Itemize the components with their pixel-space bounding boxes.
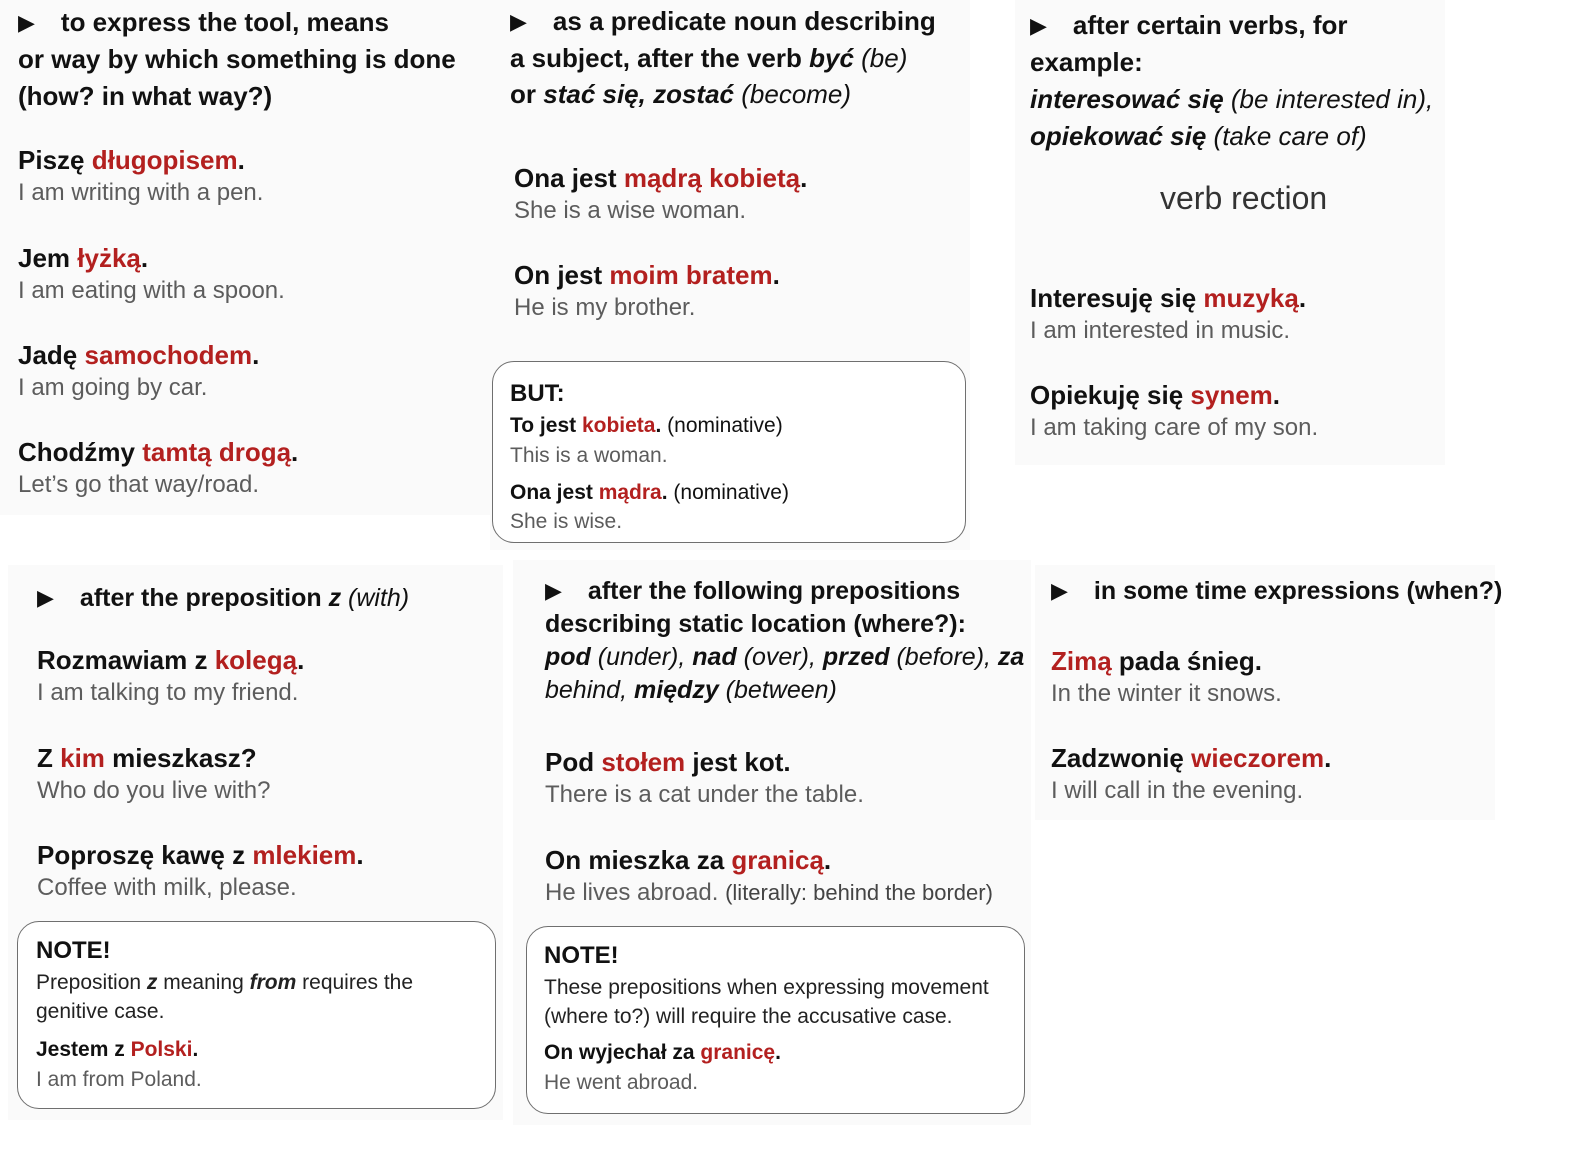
example-predicate-1: Ona jest mądrą kobietą. She is a wise woman.: [514, 163, 808, 224]
note-text: These prepositions when expressing movement (where to?) will require the accusative case.: [544, 976, 989, 1028]
note-but-box: [492, 361, 966, 543]
section-verbs-heading: ▶ after certain verbs, for example: interesować się (be interested in), opiekować się (take care of): [1030, 7, 1450, 155]
example-verbs-1: Interesuję się muzyką. I am interested in music.: [1030, 283, 1307, 344]
example-prep-z-1: Rozmawiam z kolegą. I am talking to my friend.: [37, 645, 305, 706]
note-text: Preposition z meaning from requires the genitive case.: [36, 971, 414, 1023]
note-translation: He went abroad.: [544, 1071, 699, 1094]
example-tool-3: Jadę samochodem. I am going by car.: [18, 340, 260, 401]
example-location-1: Pod stołem jest kot. There is a cat under the table.: [545, 747, 864, 808]
section-location-heading: ▶ after the following prepositions describing static location (where?): pod (under), nad (over), przed (before), za behind, między (between): [545, 574, 1025, 707]
play-triangle-icon: ▶: [37, 585, 54, 610]
example-tool-2: Jem łyżką. I am eating with a spoon.: [18, 243, 285, 304]
play-triangle-icon: ▶: [510, 9, 527, 34]
example-time-2: Zadzwonię wieczorem. I will call in the evening.: [1051, 743, 1332, 804]
note-preposition-z-box: [17, 921, 496, 1109]
note-location-box: [526, 926, 1025, 1114]
note-translation-1: This is a woman.: [510, 444, 668, 467]
note-example-2: Ona jest mądra. (nominative): [510, 481, 789, 504]
section-time-heading: ▶ in some time expressions (when?): [1051, 572, 1502, 610]
note-title: BUT:: [510, 380, 565, 407]
play-triangle-icon: ▶: [1051, 578, 1068, 603]
section-predicate-heading: ▶ as a predicate noun describing a subject, after the verb być (be) or stać się, zostać (become): [510, 6, 936, 109]
note-title: NOTE!: [544, 942, 619, 969]
note-translation-2: She is wise.: [510, 510, 623, 533]
play-triangle-icon: ▶: [18, 10, 35, 35]
example-location-2: On mieszka za granicą. He lives abroad. (literally: behind the border): [545, 845, 993, 906]
example-time-1: Zimą pada śnieg. In the winter it snows.: [1051, 646, 1282, 707]
section-preposition-z-heading: ▶ after the preposition z (with): [37, 579, 409, 617]
example-prep-z-3: Poproszę kawę z mlekiem. Coffee with milk, please.: [37, 840, 364, 901]
section-tool-heading: ▶ to express the tool, means or way by which something is done (how? in what way?): [18, 4, 488, 115]
note-translation: I am from Poland.: [36, 1068, 202, 1091]
note-example: Jestem z Polski.: [36, 1038, 199, 1061]
note-example: On wyjechał za granicę.: [544, 1041, 781, 1064]
example-predicate-2: On jest moim bratem. He is my brother.: [514, 260, 780, 321]
example-tool-4: Chodźmy tamtą drogą. Let’s go that way/road.: [18, 437, 299, 498]
example-verbs-2: Opiekuję się synem. I am taking care of my son.: [1030, 380, 1319, 441]
play-triangle-icon: ▶: [1030, 13, 1047, 38]
play-triangle-icon: ▶: [545, 578, 562, 603]
verb-rection-label: verb rection: [1160, 180, 1328, 216]
note-title: NOTE!: [36, 937, 111, 964]
example-tool-1: Piszę długopisem. I am writing with a pen.: [18, 145, 264, 206]
example-prep-z-2: Z kim mieszkasz? Who do you live with?: [37, 743, 271, 804]
note-example-1: To jest kobieta. (nominative): [510, 414, 783, 437]
